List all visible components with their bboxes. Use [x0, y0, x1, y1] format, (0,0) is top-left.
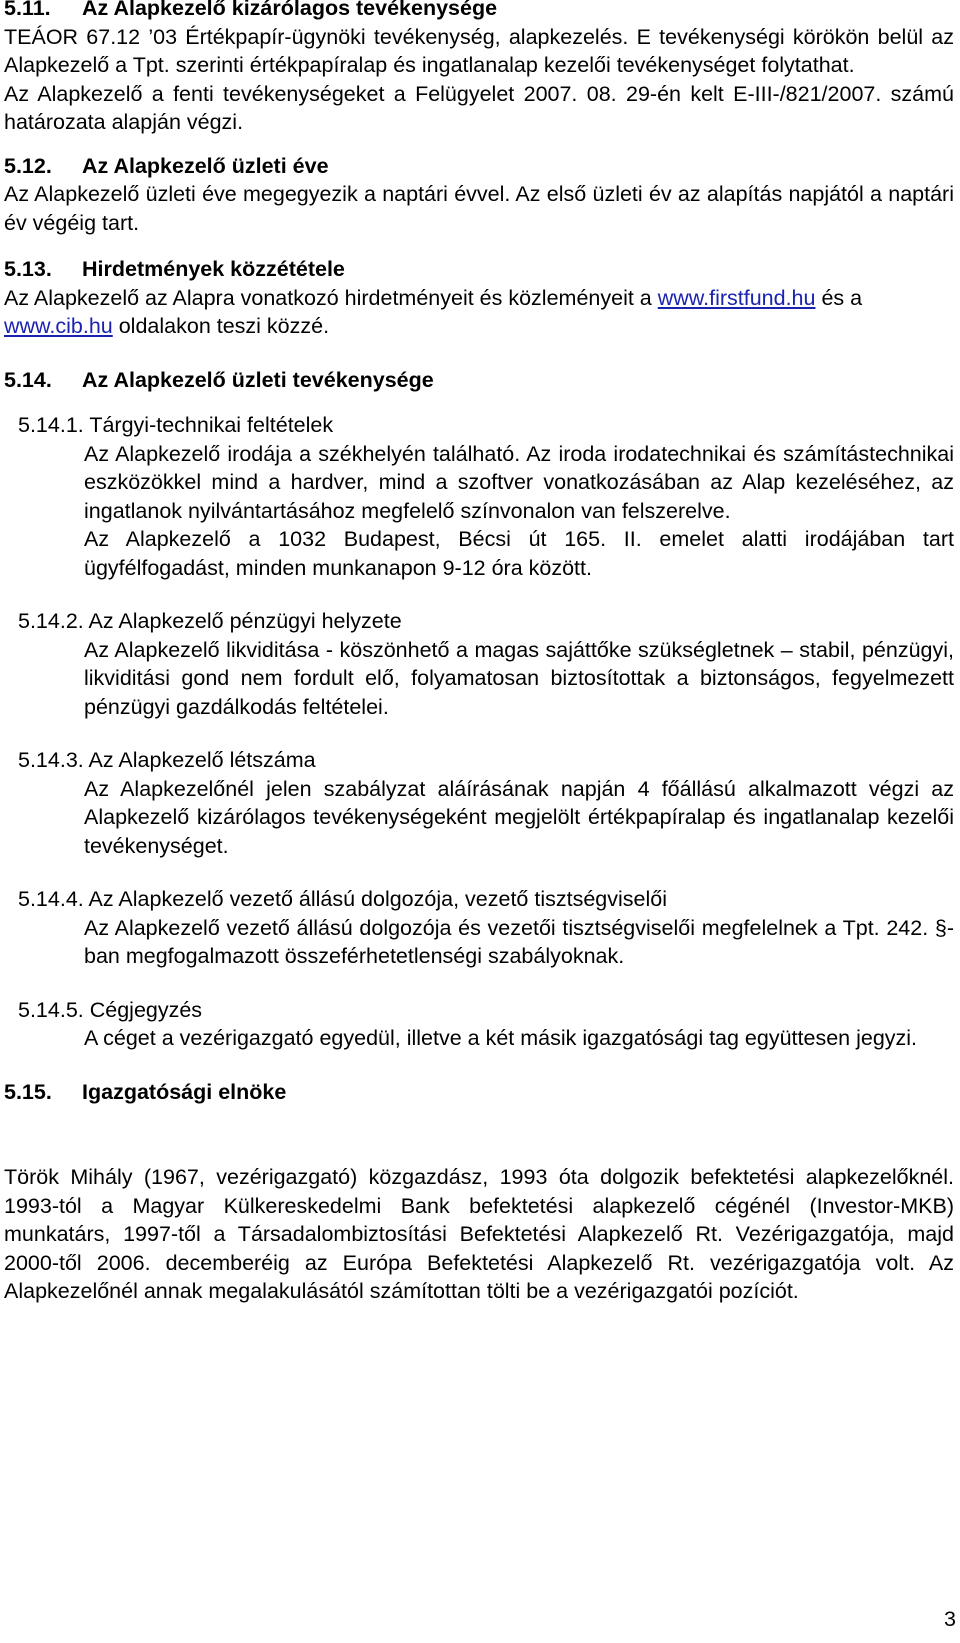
- section-heading: [4, 152, 954, 181]
- section-5-12: [4, 152, 954, 238]
- section-number: 5.13.: [4, 257, 52, 281]
- section-5-13: [4, 255, 954, 341]
- paragraph: Török Mihály (1967, vezérigazgató) közgazdász, 1993 óta dolgozik befektetési alapkezelőknél. 1993-tól a Magyar Külkereskedelmi Bank befektetési alapkezelő cégénél (Investor-MKB) munkatárs, 1997-től a Társadalombiztosítási Befektetési Alapkezelő Rt. Vezérigazgatója, majd 2000-től 2006. decemberéig az Európa Befektetési Alapkezelő Rt. vezérigazgatója volt. Az Alapkezelőnél annak megalakulásától számítottan tölti be a vezérigazgatói pozíciót.: [4, 1165, 954, 1303]
- section-title: Az Alapkezelő kizárólagos tevékenysége: [82, 0, 498, 20]
- subsection-heading: 5.14.1. Tárgyi-technikai feltételek: [18, 413, 334, 437]
- paragraph: Az Alapkezelőnél jelen szabályzat aláírásának napján 4 főállású alkalmazott végzi az Alapkezelő kizárólagos tevékenységeként megjelölt értékpapíralap és ingatlanalap kezelői tevékenységet.: [84, 776, 954, 858]
- paragraph: Az Alapkezelő a fenti tevékenységeket a Felügyelet 2007. 08. 29-én kelt E-III-/821/2007. számú határozata alapján végzi.: [4, 81, 954, 134]
- subsection-5-14-5: [4, 996, 954, 1053]
- subsection-heading: 5.14.4. Az Alapkezelő vezető állású dolgozója, vezető tisztségviselői: [18, 887, 667, 911]
- paragraph: Az Alapkezelő likviditása - köszönhető a magas sajáttőke szükségletnek – stabil, pénzügyi, likviditási gond nem fordult elő, folyamatosan biztosítottak a biztonságos, fegyelmezett pénzügyi gazdálkodás feltételei.: [84, 637, 954, 719]
- section-title: Igazgatósági elnöke: [82, 1079, 287, 1104]
- section-number: 5.14.: [4, 367, 52, 392]
- subsection-heading: 5.14.3. Az Alapkezelő létszáma: [18, 748, 316, 772]
- paragraph: Az Alapkezelő irodája a székhelyén található. Az iroda irodatechnikai és számítástechnikai eszközökkel mind a hardver, mind a szoftver vonatkozásában az Alap kezeléséhez, az ingatlanok nyilvántartásához megfelelő színvonalon van felszerelve.: [84, 441, 954, 523]
- subsection-5-14-2: [4, 607, 954, 721]
- page-number: 3: [944, 1607, 956, 1631]
- firstfund-link[interactable]: www.firstfund.hu: [657, 285, 816, 310]
- section-5-15: [4, 1078, 954, 1306]
- text: és a: [815, 285, 863, 310]
- subsection-5-14-4: [4, 885, 954, 971]
- subsection-heading: 5.14.2. Az Alapkezelő pénzügyi helyzete: [18, 609, 402, 633]
- paragraph: A céget a vezérigazgató egyedül, illetve a két másik igazgatósági tag együttesen jegyzi.: [84, 1026, 918, 1050]
- paragraph: Az Alapkezelő üzleti éve megegyezik a naptári évvel. Az első üzleti év az alapítás napjától a naptári év végéig tart.: [4, 182, 954, 235]
- section-heading: [4, 366, 954, 395]
- subsection-5-14-3: [4, 746, 954, 860]
- text: oldalakon teszi közzé.: [112, 314, 330, 338]
- paragraph: [4, 284, 954, 341]
- section-number: 5.15.: [4, 1079, 52, 1104]
- text: Az Alapkezelő az Alapra vonatkozó hirdetményeit és közleményeit a: [4, 285, 658, 310]
- section-title: Az Alapkezelő üzleti éve: [82, 153, 329, 178]
- section-heading: [4, 1078, 954, 1107]
- document-page: [4, 0, 954, 1306]
- paragraph: Az Alapkezelő vezető állású dolgozója és vezetői tisztségviselői megfelelnek a Tpt. 242. §-ban megfogalmazott összeférhetetlenségi szabályoknak.: [84, 915, 954, 968]
- section-5-14: [4, 366, 954, 1053]
- subsection-heading: 5.14.5. Cégjegyzés: [18, 997, 203, 1022]
- section-title: Az Alapkezelő üzleti tevékenysége: [82, 367, 434, 392]
- section-title: Hirdetmények közzététele: [82, 257, 345, 281]
- cib-link[interactable]: www.cib.hu: [4, 314, 113, 338]
- section-heading: [4, 0, 954, 23]
- paragraph: TEÁOR 67.12 ’03 Értékpapír-ügynöki tevékenység, alapkezelés. E tevékenységi körökön belül az Alapkezelő a Tpt. szerinti értékpapíralap és ingatlanalap kezelői tevékenységet folytathat.: [4, 24, 954, 77]
- subsection-5-14-1: [4, 411, 954, 582]
- section-5-11: [4, 0, 954, 137]
- section-number: 5.12.: [4, 153, 52, 178]
- paragraph: Az Alapkezelő a 1032 Budapest, Bécsi út 165. II. emelet alatti irodájában tart ügyfélfogadást, minden munkanapon 9-12 óra között.: [84, 527, 954, 580]
- section-number: 5.11.: [4, 0, 51, 20]
- section-heading: [4, 255, 954, 284]
